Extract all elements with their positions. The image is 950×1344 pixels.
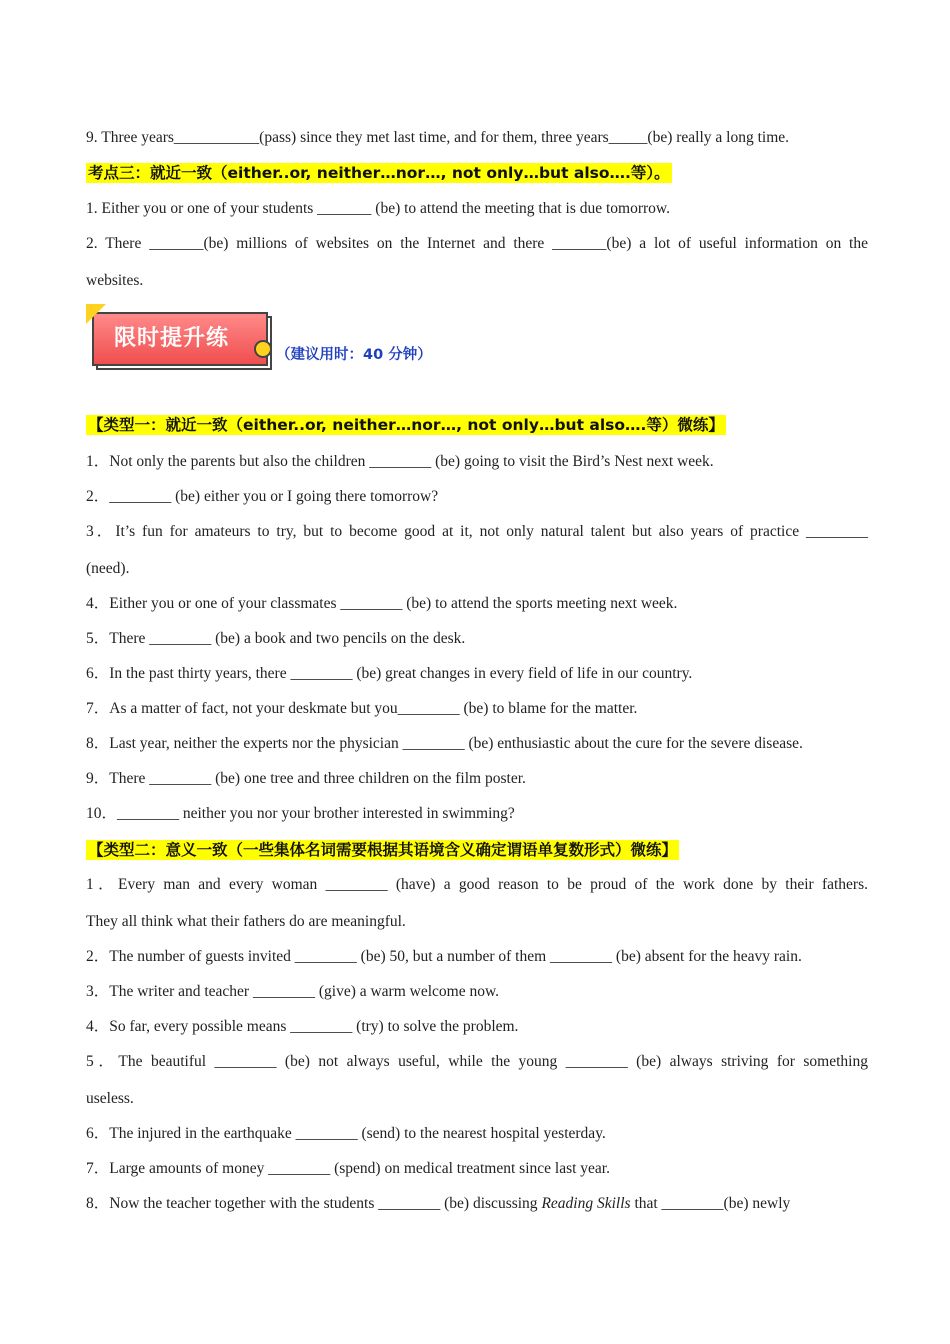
question-a3-cont: (need).	[86, 560, 130, 577]
question-a10: 10．________ neither you nor your brother interested in swimming?	[86, 805, 515, 822]
suggested-time: （建议用时：40 分钟）	[276, 347, 432, 363]
question-p3-2-cont: websites.	[86, 272, 144, 289]
question-a8: 8．Last year, neither the experts nor the physician ________ (be) enthusiastic about the cure for the severe disease.	[86, 735, 803, 752]
question-p3-2: 2. There _______(be) millions of websites on the Internet and there _______(be) a lot of useful information on the	[86, 235, 868, 252]
question-b1: 1．Every man and every woman ________ (have) a good reason to be proud of the work done by their fathers.	[86, 876, 868, 893]
question-p3-1: 1. Either you or one of your students _______ (be) to attend the meeting that is due tomorrow.	[86, 200, 670, 217]
question-a9: 9．There ________ (be) one tree and three children on the film poster.	[86, 770, 526, 787]
badge-title: 限时提升练	[92, 312, 268, 366]
corner-flag-icon	[86, 304, 106, 324]
question-a4: 4．Either you or one of your classmates ________ (be) to attend the sports meeting next week.	[86, 595, 678, 612]
section-heading-point3	[86, 163, 868, 184]
section-heading-type2	[86, 840, 868, 861]
question-b1-cont: They all think what their fathers do are meaningful.	[86, 913, 406, 930]
question-b8	[86, 1194, 868, 1214]
question-b8-title: Reading Skills	[541, 1195, 631, 1212]
question-a6: 6．In the past thirty years, there ________ (be) great changes in every field of life in our country.	[86, 665, 693, 682]
question-a3: 3．It’s fun for amateurs to try, but to become good at it, not only natural talent but also years of practice ________	[86, 523, 868, 540]
question-9: 9. Three years___________(pass) since they met last time, and for them, three years_____(be) really a long time.	[86, 129, 790, 146]
practice-badge	[86, 304, 286, 370]
question-b7: 7．Large amounts of money ________ (spend) on medical treatment since last year.	[86, 1160, 610, 1177]
section-heading-type1	[86, 415, 868, 436]
coin-icon	[254, 340, 272, 358]
question-b8-part1: 8．Now the teacher together with the students ________ (be) discussing	[86, 1195, 542, 1212]
question-b3: 3．The writer and teacher ________ (give) a warm welcome now.	[86, 983, 500, 1000]
question-b6: 6．The injured in the earthquake ________ (send) to the nearest hospital yesterday.	[86, 1125, 606, 1142]
question-a5: 5．There ________ (be) a book and two pencils on the desk.	[86, 630, 466, 647]
heading-text: 【类型二：意义一致（一些集体名词需要根据其语境含义确定谓语单复数形式）微练】	[88, 841, 678, 859]
heading-text: 考点三：就近一致（either..or, neither…nor…, not only…but also….等）。	[88, 164, 670, 182]
question-b5-cont: useless.	[86, 1090, 134, 1107]
question-a1: 1．Not only the parents but also the children ________ (be) going to visit the Bird’s Nest next week.	[86, 453, 714, 470]
question-b4: 4．So far, every possible means ________ (try) to solve the problem.	[86, 1018, 519, 1035]
question-b5: 5．The beautiful ________ (be) not always useful, while the young ________ (be) always striving for something	[86, 1053, 868, 1070]
question-b8-part2: that ________(be) newly	[630, 1195, 791, 1212]
question-a7: 7．As a matter of fact, not your deskmate but you________ (be) to blame for the matter.	[86, 700, 638, 717]
question-b2: 2．The number of guests invited ________ (be) 50, but a number of them ________ (be) absent for the heavy rain.	[86, 948, 802, 965]
heading-text: 【类型一：就近一致（either..or, neither…nor…, not only…but also….等）微练】	[88, 416, 724, 434]
question-a2: 2．________ (be) either you or I going there tomorrow?	[86, 488, 439, 505]
